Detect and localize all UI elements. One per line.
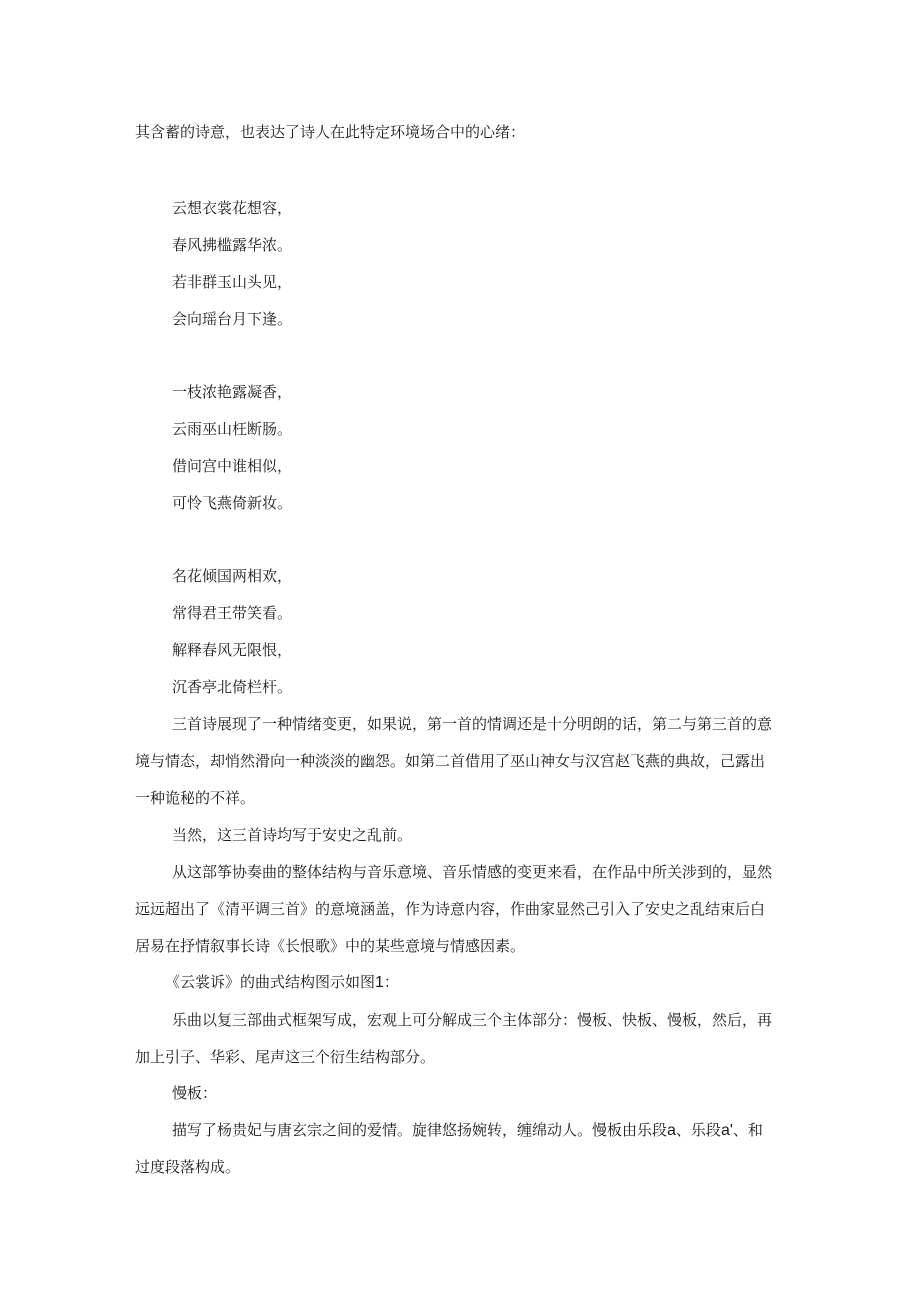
paragraph-5-line-2: 加上引子、华彩、尾声这三个衍生结构部分。 <box>135 1048 436 1066</box>
section-a-prime-label: a' <box>720 1122 733 1139</box>
poem-2-line-1: 一枝浓艳露凝香， <box>172 383 293 401</box>
paragraph-1-line-3: 一种诡秘的不祥。 <box>135 789 256 807</box>
paragraph-7-line-2: 过度段落构成。 <box>135 1158 241 1176</box>
paragraph-7-line-1 <box>172 1120 763 1140</box>
figure-caption-text: 《云裳诉》的曲式结构图示如图 <box>165 973 376 991</box>
paragraph-3-line-2: 远远超出了《清平调三首》的意境涵盖，作为诗意内容，作曲家显然己引入了安史之乱结束后白 <box>135 900 766 918</box>
paragraph-5-line-1: 乐曲以复三部曲式框架写成，宏观上可分解成三个主体部分：慢板、快板、慢板，然后，再 <box>172 1011 773 1029</box>
figure-number: 1 <box>375 974 384 991</box>
poem-2-line-2: 云雨巫山枉断肠。 <box>172 420 293 438</box>
poem-1-line-1: 云想衣裳花想容， <box>172 199 293 217</box>
paragraph-3-line-1: 从这部筝协奏曲的整体结构与音乐意境、音乐情感的变更来看，在作品中所关涉到的，显然 <box>172 863 773 881</box>
poem-1-line-3: 若非群玉山头见， <box>172 273 293 291</box>
figure-caption-colon: ： <box>383 973 399 991</box>
poem-3-line-3: 解释春风无限恨， <box>172 641 293 659</box>
paragraph-2: 当然，这三首诗均写于安史之乱前。 <box>172 826 413 844</box>
poem-2-line-3: 借问宫中谁相似， <box>172 457 293 475</box>
poem-3-line-4: 沉香亭北倚栏杆。 <box>172 678 293 696</box>
figure-caption-line <box>165 972 399 992</box>
paragraph-1-line-1: 三首诗展现了一种情绪变更，如果说，第一首的情调还是十分明朗的话，第二与第三首的意 <box>172 715 773 733</box>
poem-3-line-2: 常得君王带笑看。 <box>172 604 293 622</box>
paragraph-1-line-2: 境与情态，却悄然滑向一种淡淡的幽怨。如第二首借用了巫山神女与汉宫赵飞燕的典故，己露出 <box>135 752 766 770</box>
poem-3-line-1: 名花倾国两相欢， <box>172 567 293 585</box>
poem-2-line-4: 可怜飞燕倚新妆。 <box>172 494 293 512</box>
paragraph-7-text-2: 、乐段 <box>675 1121 721 1139</box>
paragraph-7-text-1: 描写了杨贵妃与唐玄宗之间的爱情。旋律悠扬婉转，缠绵动人。慢板由乐段 <box>172 1121 668 1139</box>
paragraph-3-line-3: 居易在抒情叙事长诗《长恨歌》中的某些意境与情感因素。 <box>135 937 526 955</box>
poem-1-line-4: 会向瑶台月下逢。 <box>172 310 293 328</box>
poem-1-line-2: 春风拂槛露华浓。 <box>172 236 293 254</box>
intro-line: 其含蓄的诗意，也表达了诗人在此特定环境场合中的心绪： <box>135 123 526 141</box>
paragraph-7-text-3: 、和 <box>732 1121 763 1139</box>
section-a-label: a <box>667 1122 676 1139</box>
section-heading-manban: 慢板： <box>172 1084 218 1102</box>
